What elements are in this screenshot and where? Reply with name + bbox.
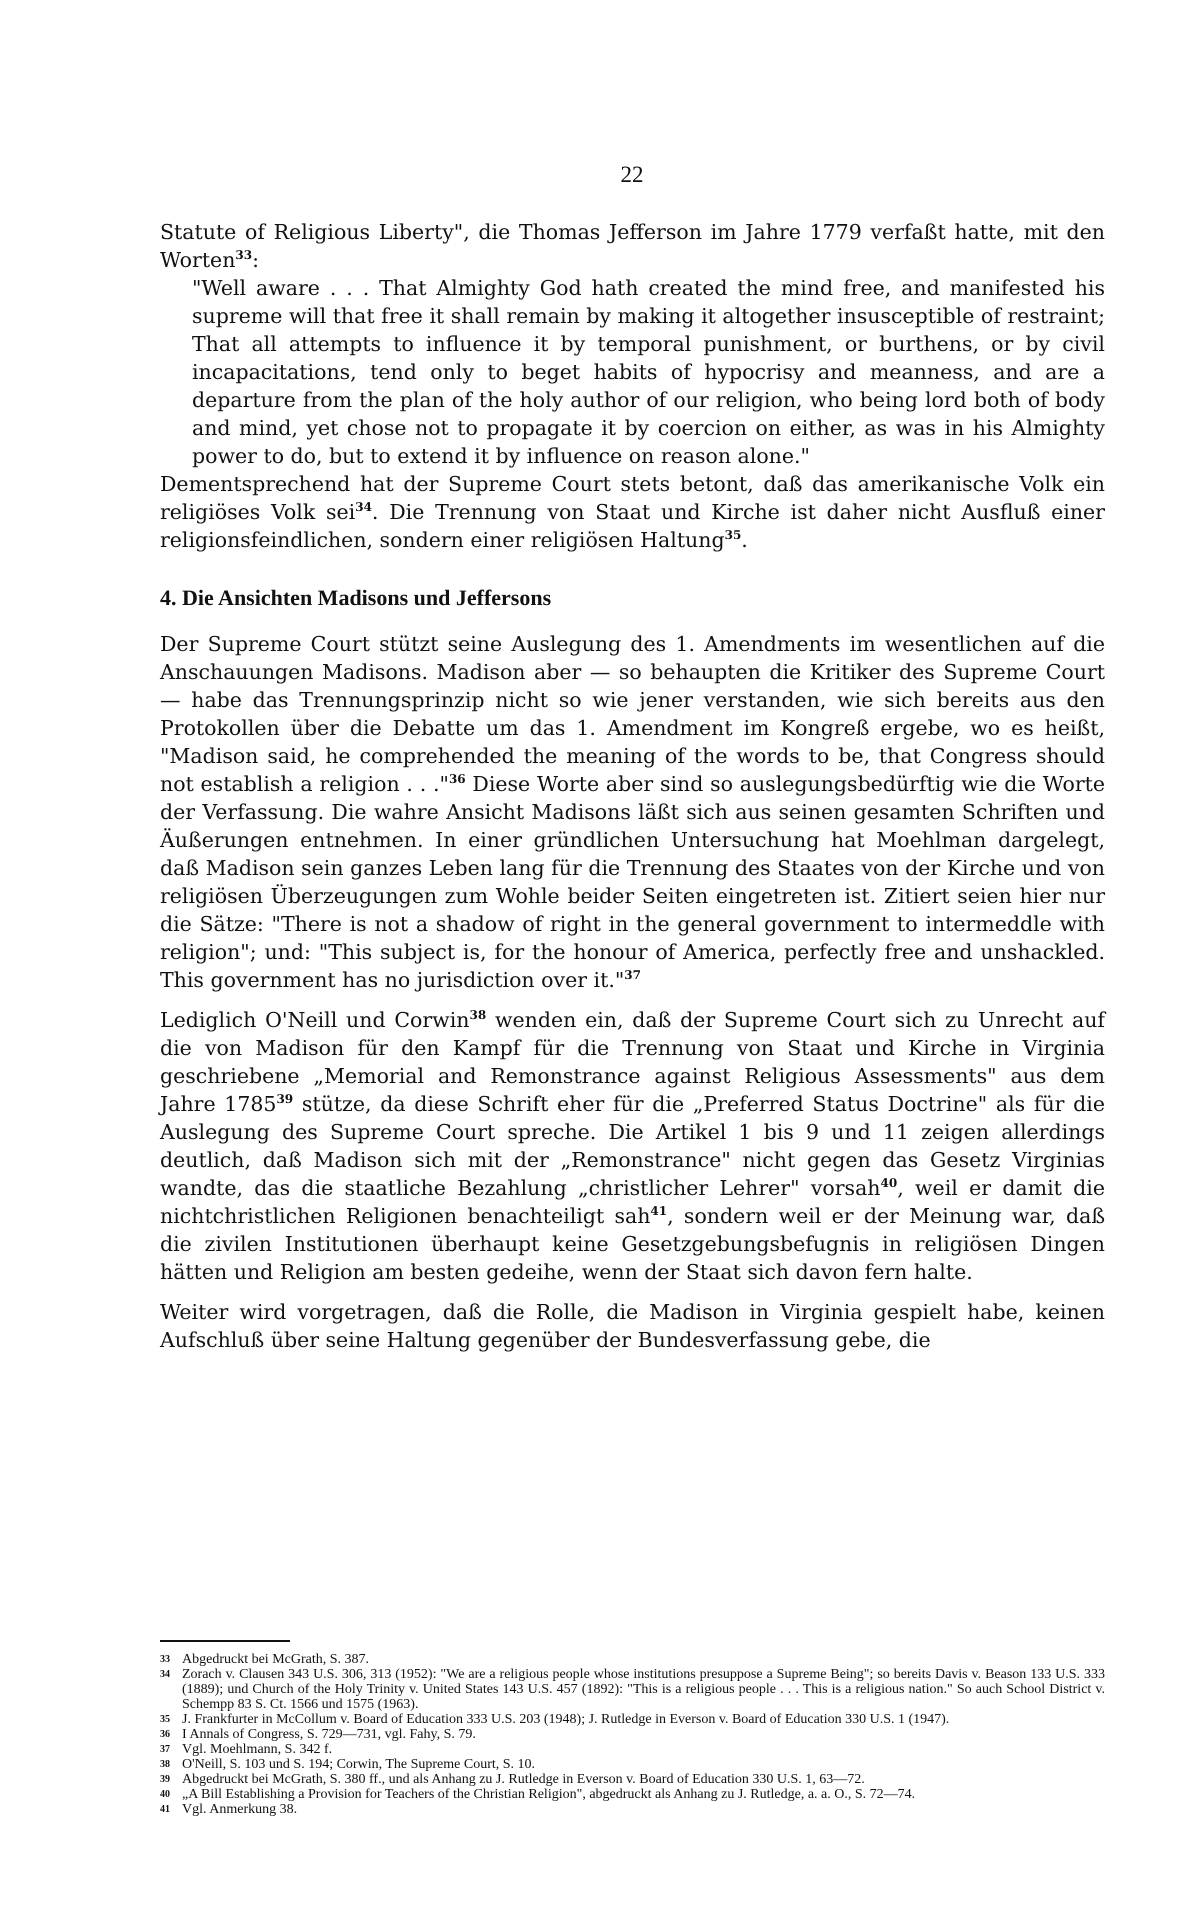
paragraph-3: Der Supreme Court stützt seine Auslegung des 1. Amendments im wesentlichen auf die Anschauungen Madisons. Madison aber — so behaupten die Kritiker des Supreme Court — habe das Trennungsprinzip nicht so wie jener verstanden, wie sich bereits aus den Protokollen über die Debatte um das 1. Amendment im Kongreß ergebe, wo es heißt, "Madison said, he comprehended the meaning of the words to be, that Congress should not establish a religion . . ."$^{36}$ Diese Worte aber sind so auslegungsbedürftig wie die Worte der Verfassung. Die wahre Ansicht Madisons läßt sich aus seinen gesamten Schriften und Äußerungen entnehmen. In einer gründlichen Untersuchung hat Moehlman dargelegt, daß Madison sein ganzes Leben lang für die Trennung des Staates von der Kirche und von religiösen Überzeugungen zum Wohle beider Seiten eingetreten ist. Zitiert seien hier nur die Sätze: "There is not a shadow of right in the general government to intermeddle with religion"; und: "This subject is, for the honour of America, perfectly free and unshackled. This government has no jurisdiction over it."$^{37}$ [160, 632, 1105, 992]
footnote-ref-35: 35 [724, 528, 742, 542]
paragraph-5: Weiter wird vorgetragen, daß die Rolle, die Madison in Virginia gespielt habe, keinen Aufschluß über seine Haltung gegenüber der Bundesverfassung gebe, die [160, 1300, 1105, 1352]
main-text [160, 218, 1105, 1354]
footnote: 40 „A Bill Establishing a Provision for Teachers of the Christian Religion", abgedruckt als Anhang zu J. Rutledge, a. a. O., S. 72—74. [160, 1787, 916, 1802]
footnote: 34 Zorach v. Clausen 343 U.S. 306, 313 (1952): "We are a religious people whose institutions presuppose a Supreme Being"; so bereits Davis v. Beason 133 U.S. 333 (1889); und Church of the Holy Trinity v. United States 143 U.S. 457 (1892): "This is a religious people . . . This is a religious nation." So auch School District v. Schempp 83 S. Ct. 1566 und 1575 (1963). [160, 1667, 1105, 1712]
footnote: 33 Abgedruckt bei McGrath, S. 387. [160, 1652, 370, 1667]
footnote-ref-39: 39 [276, 1092, 294, 1106]
footnote: 37 Vgl. Moehlmann, S. 342 f. [160, 1742, 333, 1757]
footnote: 41 Vgl. Anmerkung 38. [160, 1802, 298, 1817]
footnote-ref-40: 40 [880, 1176, 898, 1190]
block-quote: "Well aware . . . That Almighty God hath created the mind free, and manifested his supreme will that free it shall remain by making it altogether insusceptible of restraint; That all attempts to influence it by temporal punishment, or burthens, or by civil incapacitations, tend only to beget habits of hypocrisy and meanness, and are a departure from the plan of the holy author of our religion, who being lord both of body and mind, yet chose not to propagate it by coercion on either, as was in his Almighty power to do, but to extend it by influence on reason alone." [192, 276, 1105, 468]
paragraph-2: Dementsprechend hat der Supreme Court stets betont, daß das amerikanische Volk ein religiöses Volk sei$^{34}$. Die Trennung von Staat und Kirche ist daher nicht Ausfluß einer religionsfeindlichen, sondern einer religiösen Haltung$^{35}$. [160, 472, 1105, 552]
page-number: 22 [620, 162, 644, 187]
footnote: 38 O'Neill, S. 103 und S. 194; Corwin, The Supreme Court, S. 10. [160, 1757, 536, 1772]
paragraph-4: Lediglich O'Neill und Corwin$^{38}$ wenden ein, daß der Supreme Court sich zu Unrecht auf die von Madison für den Kampf für die Trennung von Staat und Kirche in Virginia geschriebene „Memorial and Remonstrance against Religious Assessments" aus dem Jahre 1785$^{39}$ stütze, da diese Schrift eher für die „Preferred Status Doctrine" als für die Auslegung des Supreme Court spreche. Die Artikel 1 bis 9 und 11 zeigen allerdings deutlich, daß Madison sich mit der „Remonstrance" nicht gegen das Gesetz Virginias wandte, das die staatliche Bezahlung „christlicher Lehrer" vorsah$^{40}$, weil er damit die nichtchristlichen Religionen benachteiligt sah$^{41}$, sondern weil er der Meinung war, daß die zivilen Institutionen überhaupt keine Gesetzgebungsbefugnis in religiösen Dingen hätten und Religion am besten gedeihe, wenn der Staat sich davon fern halte. [160, 1008, 1106, 1284]
footnote: 39 Abgedruckt bei McGrath, S. 380 ff., und als Anhang zu J. Rutledge in Everson v. Board of Education 330 U.S. 1, 63—72. [160, 1772, 865, 1787]
section-heading: 4. Die Ansichten Madisons und Jeffersons [160, 585, 552, 610]
paragraph-1: Statute of Religious Liberty", die Thomas Jefferson im Jahre 1779 verfaßt hatte, mit den Worten$^{33}$: [160, 220, 1105, 272]
footnote-ref-41: 41 [650, 1204, 668, 1218]
footnote-ref-38: 38 [469, 1008, 487, 1022]
footnotes [160, 1652, 1105, 1817]
footnote: 35 J. Frankfurter in McCollum v. Board of Education 333 U.S. 203 (1948); J. Rutledge in Everson v. Board of Education 330 U.S. 1 (1947). [160, 1712, 950, 1727]
footnote-ref-37: 37 [624, 968, 641, 982]
footnote-ref-33: 33 [235, 248, 253, 262]
footnote: 36 I Annals of Congress, S. 729—731, vgl. Fahy, S. 79. [160, 1727, 476, 1742]
footnote-ref-34: 34 [355, 500, 372, 514]
footnote-ref-36: 36 [448, 772, 466, 786]
footnote-divider [160, 1640, 290, 1642]
